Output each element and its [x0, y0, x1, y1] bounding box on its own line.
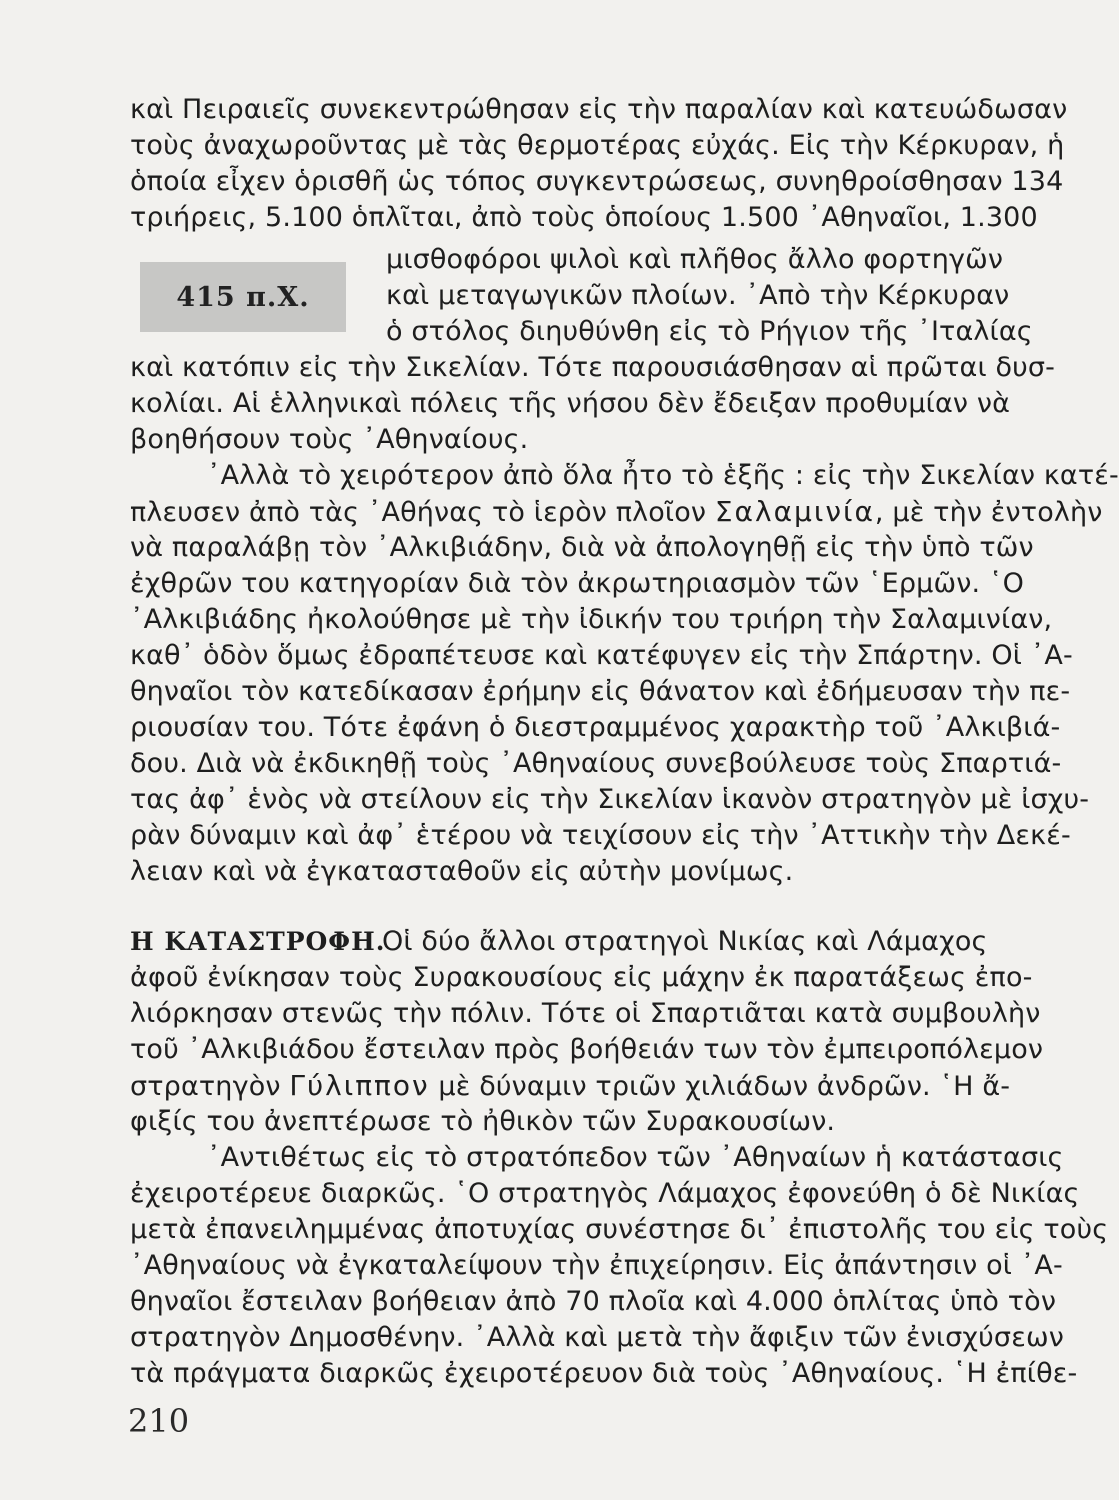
text-line: θηναῖοι τὸν κατεδίκασαν ἐρήμην εἰς θάνατον καὶ ἐδήμευσαν τὴν πε-	[130, 676, 1071, 707]
date-marker	[140, 262, 346, 332]
general-name: Γύλιππον	[289, 1069, 430, 1102]
text-line: κολίαι. Αἱ ἑλληνικαὶ πόλεις τῆς νήσου δὲν ἔδειξαν προθυμίαν νὰ	[130, 388, 1011, 419]
text-line: ᾿Αθηναίους νὰ ἐγκαταλείψουν τὴν ἐπιχείρησιν. Εἰς ἀπάντησιν οἱ ᾿Α-	[130, 1250, 1063, 1281]
text-line: ᾿Αλκιβιάδης ἠκολούθησε μὲ τὴν ἰδικήν του τριήρη τὴν Σαλαμινίαν,	[130, 604, 1053, 635]
text-line: τας ἀφ᾿ ἑνὸς νὰ στείλουν εἰς τὴν Σικελίαν ἱκανὸν στρατηγὸν μὲ ἰσχυ-	[130, 784, 1090, 815]
text-line: ὁποία εἶχεν ὁρισθῆ ὡς τόπος συγκεντρώσεως, συνηθροίσθησαν 134	[130, 166, 1064, 197]
text-line: λειαν καὶ νὰ ἐγκατασταθοῦν εἰς αὐτὴν μονίμως.	[130, 856, 794, 887]
text-line: στρατηγὸν Δημοσθένην. ᾿Αλλὰ καὶ μετὰ τὴν ἄφιξιν τῶν ἐνισχύσεων	[130, 1322, 1064, 1353]
text-line: τοὺς ἀναχωροῦντας μὲ τὰς θερμοτέρας εὐχάς. Εἰς τὴν Κέρκυραν, ἡ	[130, 130, 1065, 161]
text-span: , μὲ τὴν ἐντολὴν	[874, 497, 1103, 528]
text-line: τριήρεις, 5.100 ὁπλῖται, ἀπὸ τοὺς ὁποίους 1.500 ᾿Αθηναῖοι, 1.300	[130, 202, 1038, 233]
text-line: ᾿Αλλὰ τὸ χειρότερον ἀπὸ ὅλα ἦτο τὸ ἑξῆς : εἰς τὴν Σικελίαν κατέ-	[207, 460, 1119, 491]
text-line: φιξίς του ἀνεπτέρωσε τὸ ἠθικὸν τῶν Συρακουσίων.	[130, 1106, 836, 1137]
text-line: θηναῖοι ἔστειλαν βοήθειαν ἀπὸ 70 πλοῖα καὶ 4.000 ὁπλίτας ὑπὸ τὸν	[130, 1286, 1057, 1317]
text-line: μετὰ ἐπανειλημμένας ἀποτυχίας συνέστησε δι᾿ ἐπιστολῆς του εἰς τοὺς	[130, 1214, 1109, 1245]
text-span: στρατηγὸν	[130, 1071, 290, 1102]
text-span: μὲ δύναμιν τριῶν χιλιάδων ἀνδρῶν. ῾Η ἄ-	[429, 1071, 1011, 1102]
text-line: καὶ κατόπιν εἰς τὴν Σικελίαν. Τότε παρουσιάσθησαν αἱ πρῶται δυσ-	[130, 352, 1056, 383]
text-line: τὰ πράγματα διαρκῶς ἐχειροτέρευον διὰ τοὺς ᾿Αθηναίους. ῾Η ἐπίθε-	[130, 1358, 1078, 1389]
text-line: τοῦ ᾿Αλκιβιάδου ἔστειλαν πρὸς βοήθειάν των τὸν ἐμπειροπόλεμον	[130, 1034, 1044, 1065]
date-label: 415 π.Χ.	[176, 281, 310, 313]
text-line: ἐχειροτέρευε διαρκῶς. ῾Ο στρατηγὸς Λάμαχος ἐφονεύθη ὁ δὲ Νικίας	[130, 1178, 1080, 1209]
section-heading: Η ΚΑΤΑΣΤΡΟΦΗ.	[130, 927, 386, 956]
text-span: πλευσεν ἀπὸ τὰς ᾿Αθήνας τὸ ἱερὸν πλοῖον	[130, 497, 715, 528]
text-line	[130, 494, 1103, 530]
ship-name: Σαλαμινία	[714, 495, 875, 528]
page-number: 210	[128, 1402, 190, 1440]
text-line: βοηθήσουν τοὺς ᾿Αθηναίους.	[130, 424, 529, 455]
text-line: Οἱ δύο ἄλλοι στρατηγοὶ Νικίας καὶ Λάμαχος	[382, 926, 988, 957]
text-line: καὶ Πειραιεῖς συνεκεντρώθησαν εἰς τὴν παραλίαν καὶ κατευώδωσαν	[130, 94, 1068, 125]
text-line: ρὰν δύναμιν καὶ ἀφ᾿ ἑτέρου νὰ τειχίσουν εἰς τὴν ᾿Αττικὴν τὴν Δεκέ-	[130, 820, 1071, 851]
text-line: λιόρκησαν στενῶς τὴν πόλιν. Τότε οἱ Σπαρτιᾶται κατὰ συμβουλὴν	[130, 998, 1041, 1029]
text-line: ᾿Αντιθέτως εἰς τὸ στρατόπεδον τῶν ᾿Αθηναίων ἡ κατάστασις	[207, 1142, 1064, 1173]
text-line: ἀφοῦ ἐνίκησαν τοὺς Συρακουσίους εἰς μάχην ἐκ παρατάξεως ἐπο-	[130, 962, 1033, 993]
text-line: καὶ μεταγωγικῶν πλοίων. ᾿Απὸ τὴν Κέρκυραν	[386, 280, 1010, 311]
text-line: ἐχθρῶν του κατηγορίαν διὰ τὸν ἀκρωτηριασμὸν τῶν ῾Ερμῶν. ῾Ο	[130, 568, 1024, 599]
text-line: μισθοφόροι ψιλοὶ καὶ πλῆθος ἄλλο φορτηγῶν	[386, 244, 1004, 275]
text-line: νὰ παραλάβῃ τὸν ᾿Αλκιβιάδην, διὰ νὰ ἀπολογηθῇ εἰς τὴν ὑπὸ τῶν	[130, 532, 1034, 563]
text-line: καθ᾿ ὁδὸν ὅμως ἐδραπέτευσε καὶ κατέφυγεν εἰς τὴν Σπάρτην. Οἱ ᾿Α-	[130, 640, 1073, 671]
text-line	[130, 1068, 1011, 1104]
text-line: δου. Διὰ νὰ ἐκδικηθῇ τοὺς ᾿Αθηναίους συνεβούλευσε τοὺς Σπαρτιά-	[130, 748, 1062, 779]
text-line: ὁ στόλος διηυθύνθη εἰς τὸ Ρήγιον τῆς ᾿Ιταλίας	[386, 316, 1033, 347]
text-line: ριουσίαν του. Τότε ἐφάνη ὁ διεστραμμένος χαρακτὴρ τοῦ ᾿Αλκιβιά-	[130, 712, 1061, 743]
